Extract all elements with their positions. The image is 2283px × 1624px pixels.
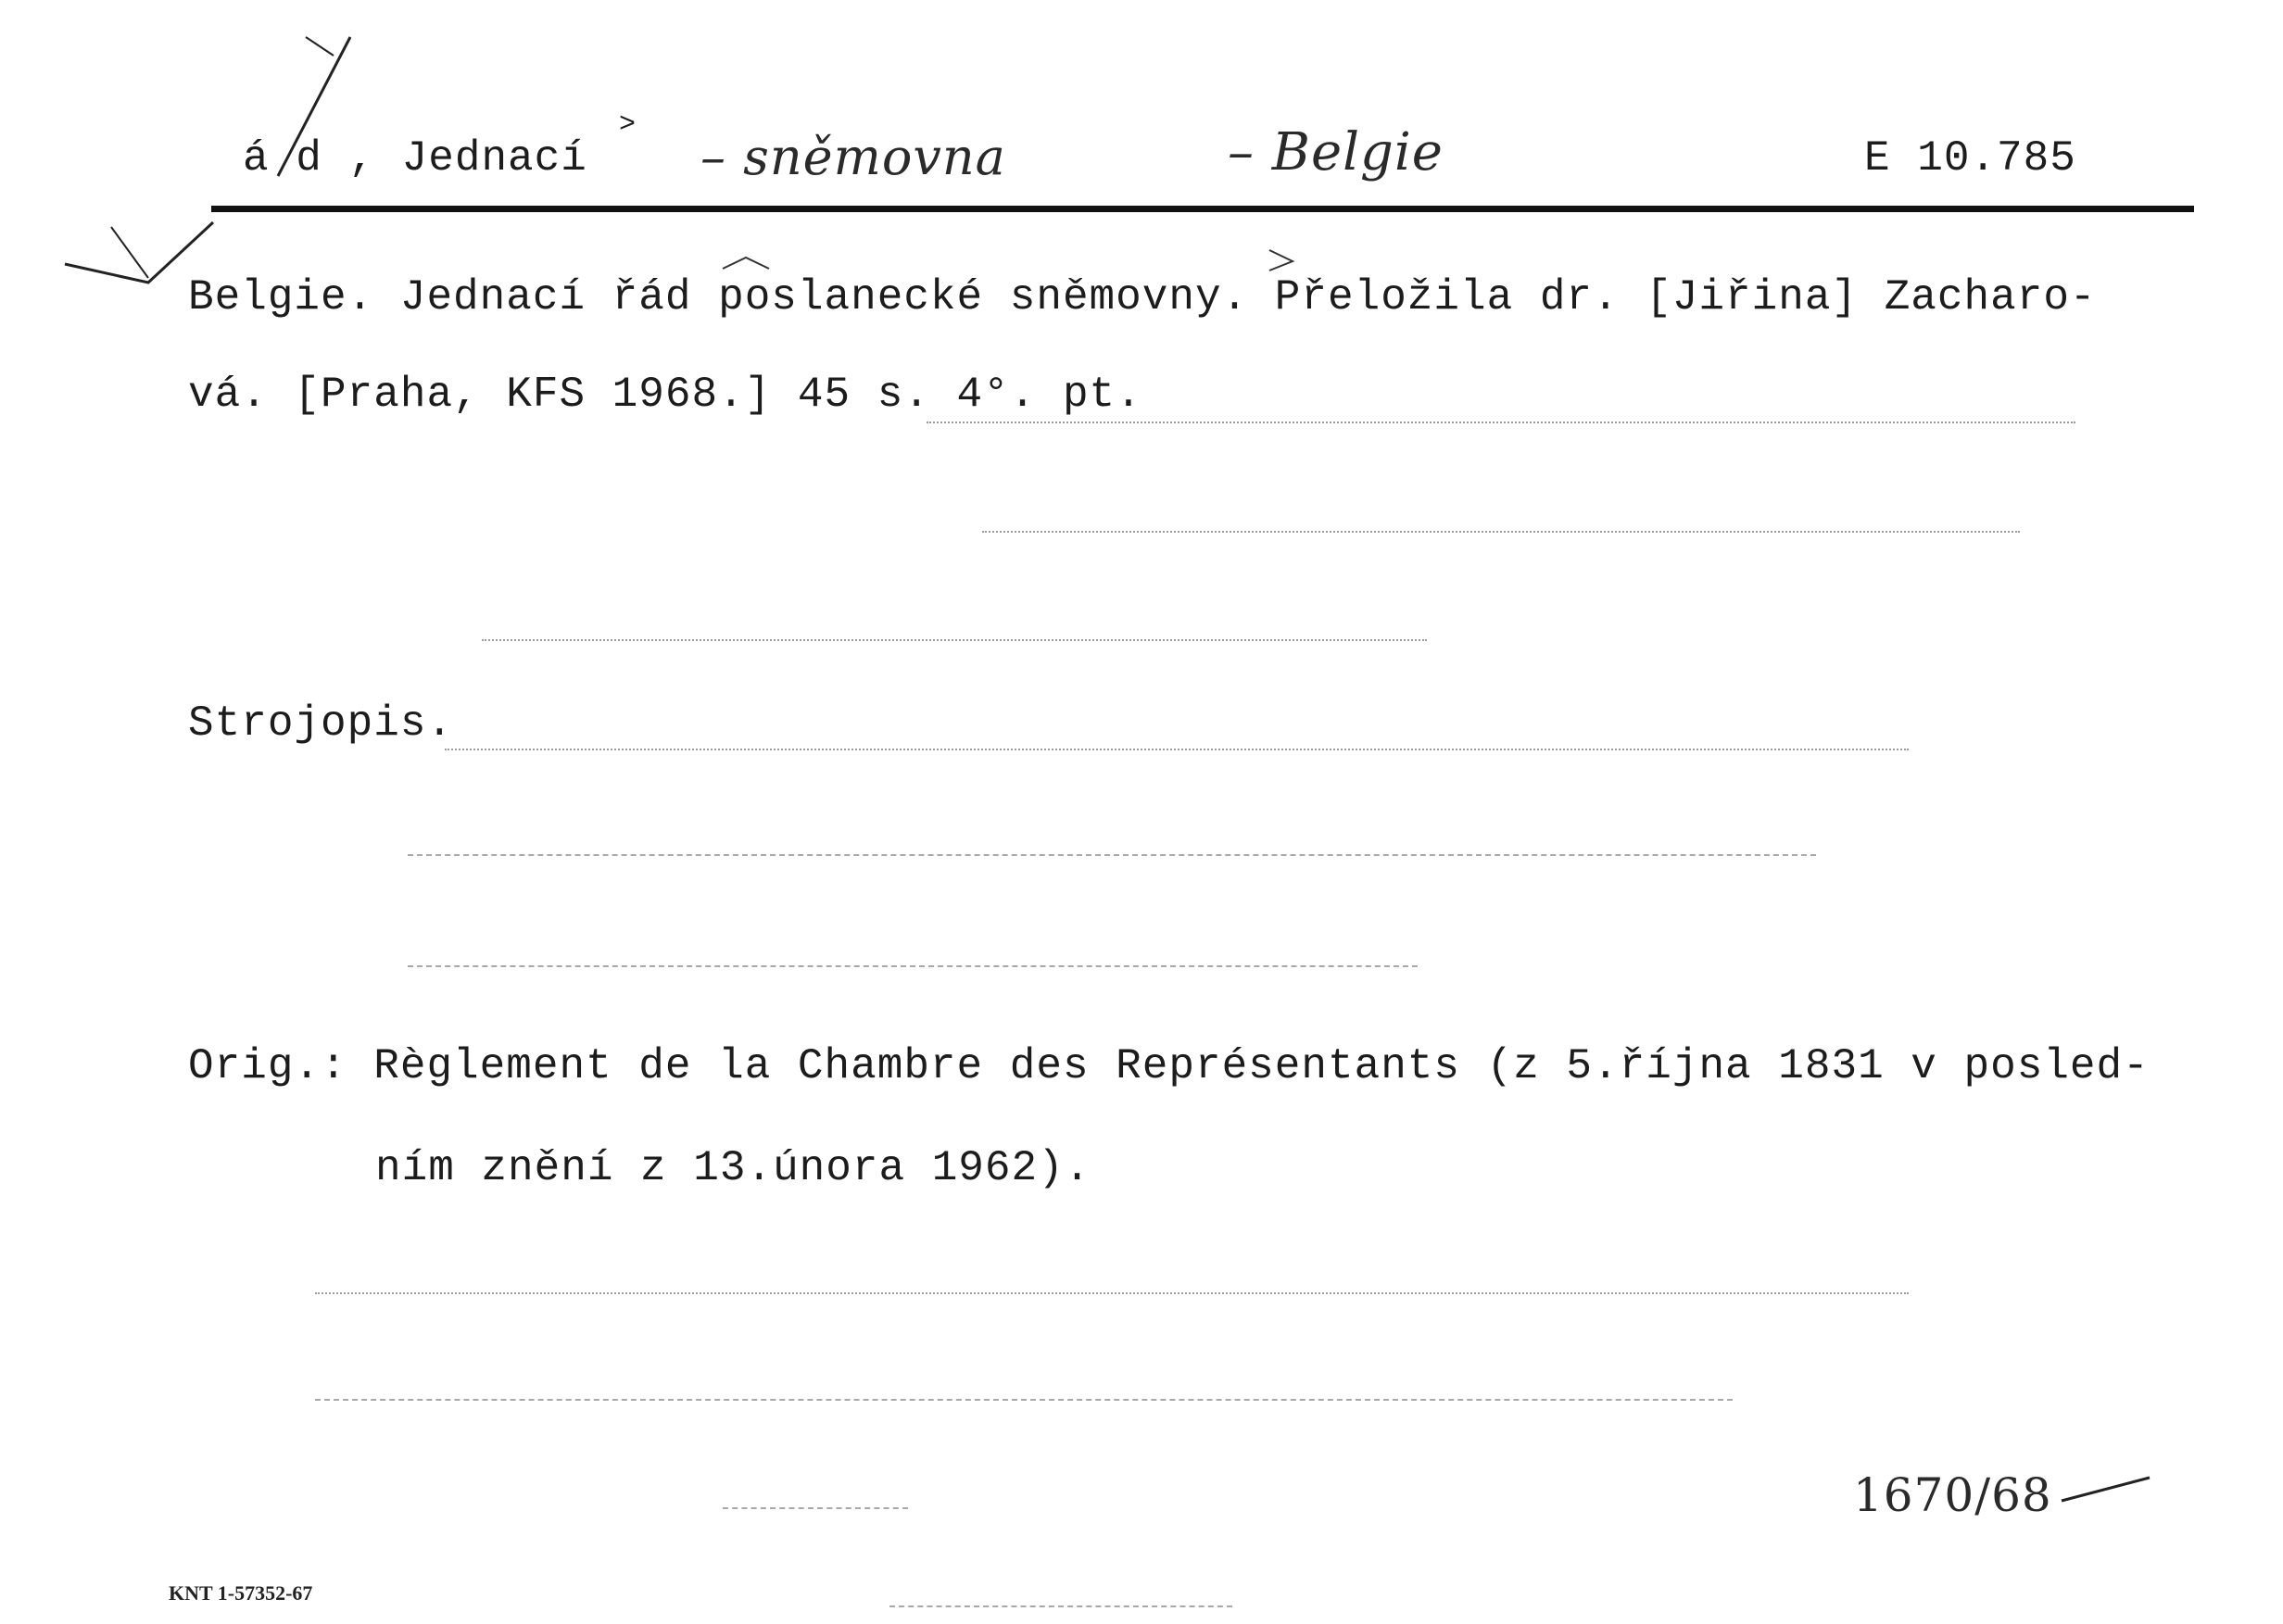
printer-mark: KNT 1-57352-67 [169, 1581, 313, 1605]
heading-typed: á d , Jednací [243, 134, 587, 183]
entry-line-2: vá. [Praha, KFS 1968.] 45 s. 4°. pt. [188, 371, 1142, 419]
dashed-rule [889, 1605, 1232, 1607]
handwritten-note-1: – sněmovna [700, 128, 1006, 186]
entry-line-1: Belgie. Jednací řád poslanecké sněmovny. Přeložila dr. [Jiřina] Zacharo- [188, 273, 2097, 321]
dashed-rule [315, 1399, 1733, 1401]
accession-number: 1670/68 [1853, 1468, 2052, 1522]
note-strojopis: Strojopis. [188, 699, 454, 748]
dotted-rule [445, 749, 1909, 750]
dashed-rule [408, 965, 1418, 967]
shelfmark: E 10.785 [1864, 134, 2076, 183]
dotted-rule [982, 531, 2020, 533]
original-line-1: Orig.: Règlement de la Chambre des Représentants (z 5.října 1831 v posled- [188, 1042, 2150, 1090]
insert-mark: > [619, 109, 637, 141]
original-line-2: ním znění z 13.února 1962). [375, 1144, 1091, 1192]
heading-rule [211, 206, 2194, 212]
dashed-rule [408, 854, 1816, 856]
handwritten-note-2: – Belgie [1228, 122, 1444, 183]
dotted-rule [482, 639, 1427, 641]
dashed-rule [723, 1507, 908, 1509]
dotted-rule [315, 1292, 1909, 1294]
dotted-rule [927, 422, 2075, 423]
